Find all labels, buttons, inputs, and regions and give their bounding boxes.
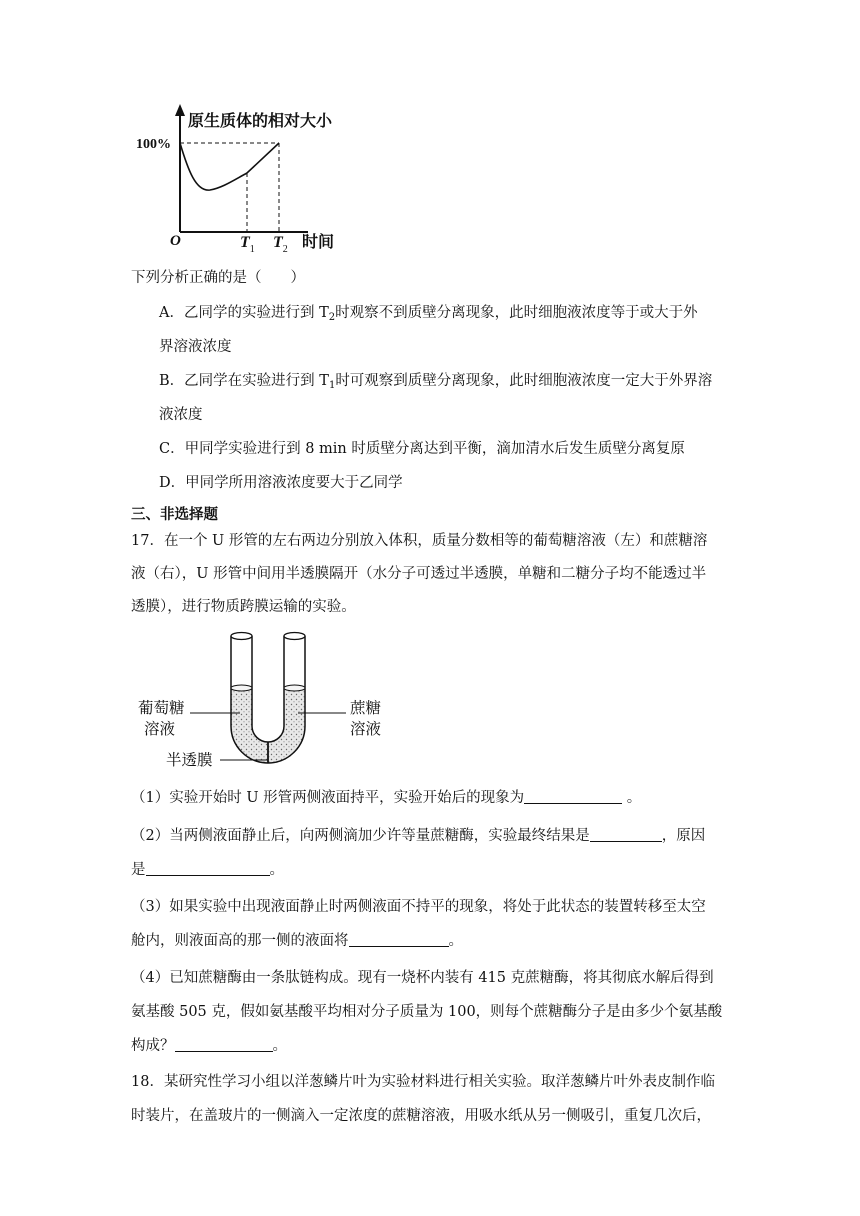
section-3-heading: 三、非选择题 xyxy=(131,506,218,523)
right-tube-opening xyxy=(284,633,305,640)
left-liquid-surface xyxy=(231,685,252,691)
origin-label: O xyxy=(170,233,181,249)
q16-option-a-line2: 界溶液浓度 xyxy=(159,339,232,355)
sucrose-label-2: 溶液 xyxy=(350,720,382,738)
q16-stem: 下列分析正确的是（ ） xyxy=(131,270,305,286)
glucose-label-1: 葡萄糖 xyxy=(138,699,185,717)
protoplast-size-graph xyxy=(130,100,380,260)
q17-part3-line1: （3）如果实验中出现液面静止时两侧液面不持平的现象，将处于此状态的装置转移至太空 xyxy=(131,899,706,915)
y-100-label: 100% xyxy=(136,137,171,152)
answer-blank-4[interactable] xyxy=(175,1037,273,1052)
u-tube-figure xyxy=(130,628,400,778)
q17-part4-line1: （4）已知蔗糖酶由一条肽链构成。现有一烧杯内装有 415 克蔗糖酶，将其彻底水解后得到 xyxy=(131,970,714,986)
q18-stem-line1: 18．某研究性学习小组以洋葱鳞片叶为实验材料进行相关实验。取洋葱鳞片叶外表皮制作临 xyxy=(131,1074,715,1090)
membrane-label: 半透膜 xyxy=(166,751,213,769)
q17-part1: （1）实验开始时 U 形管两侧液面持平，实验开始后的现象为 。 xyxy=(131,790,642,806)
q16-option-d: D．甲同学所用溶液浓度要大于乙同学 xyxy=(159,475,403,491)
q16-option-b-line2: 液浓度 xyxy=(159,407,203,423)
q17-part4-line3: 构成？ 。 xyxy=(131,1038,287,1054)
t2-label: $T_2$ xyxy=(273,234,288,255)
x-axis-label: 时间 xyxy=(302,232,335,251)
y-axis-arrow xyxy=(175,104,185,116)
q18-stem-line2: 时装片，在盖玻片的一侧滴入一定浓度的蔗糖溶液，用吸水纸从另一侧吸引，重复几次后， xyxy=(131,1108,711,1124)
glucose-label-2: 溶液 xyxy=(144,720,176,738)
left-tube-opening xyxy=(231,633,252,640)
q17-stem-line2: 液（右），U 形管中间用半透膜隔开（水分子可透过半透膜，单糖和二糖分子均不能透过半 xyxy=(131,566,707,582)
answer-blank-2b[interactable] xyxy=(146,861,270,876)
q16-option-a-line1: A．乙同学的实验进行到 $T_2$时观察不到质壁分离现象，此时细胞液浓度等于或大于外 xyxy=(159,305,698,323)
q16-option-b-line1: B．乙同学在实验进行到 $T_1$时可观察到质壁分离现象，此时细胞液浓度一定大于外界溶 xyxy=(159,373,713,391)
q17-part4-line2: 氨基酸 505 克，假如氨基酸平均相对分子质量为 100，则每个蔗糖酶分子是由多少个氨基酸 xyxy=(131,1004,723,1020)
q17-part2-line2: 是 。 xyxy=(131,862,284,878)
answer-blank-3[interactable] xyxy=(349,932,449,947)
right-liquid-surface xyxy=(284,685,305,691)
protoplast-curve xyxy=(180,143,279,190)
answer-blank-2a[interactable] xyxy=(590,827,662,842)
q17-part3-line2: 舱内，则液面高的那一侧的液面将 。 xyxy=(131,933,463,949)
answer-blank-1[interactable] xyxy=(524,789,622,804)
t1-label: $T_1$ xyxy=(240,234,255,255)
u-tube-inner xyxy=(252,636,284,742)
q17-stem-line3: 透膜），进行物质跨膜运输的实验。 xyxy=(131,599,356,615)
sucrose-label-1: 蔗糖 xyxy=(350,699,382,717)
y-axis-label: 原生质体的相对大小 xyxy=(188,111,333,130)
q17-part2-line1: （2）当两侧液面静止后，向两侧滴加少许等量蔗糖酶，实验最终结果是 ，原因 xyxy=(131,828,706,844)
q16-option-c: C．甲同学实验进行到 8 min 时质壁分离达到平衡，滴加清水后发生质壁分离复原 xyxy=(159,441,685,457)
q17-stem-line1: 17．在一个 U 形管的左右两边分别放入体积，质量分数相等的葡萄糖溶液（左）和蔗糖溶 xyxy=(131,533,708,549)
